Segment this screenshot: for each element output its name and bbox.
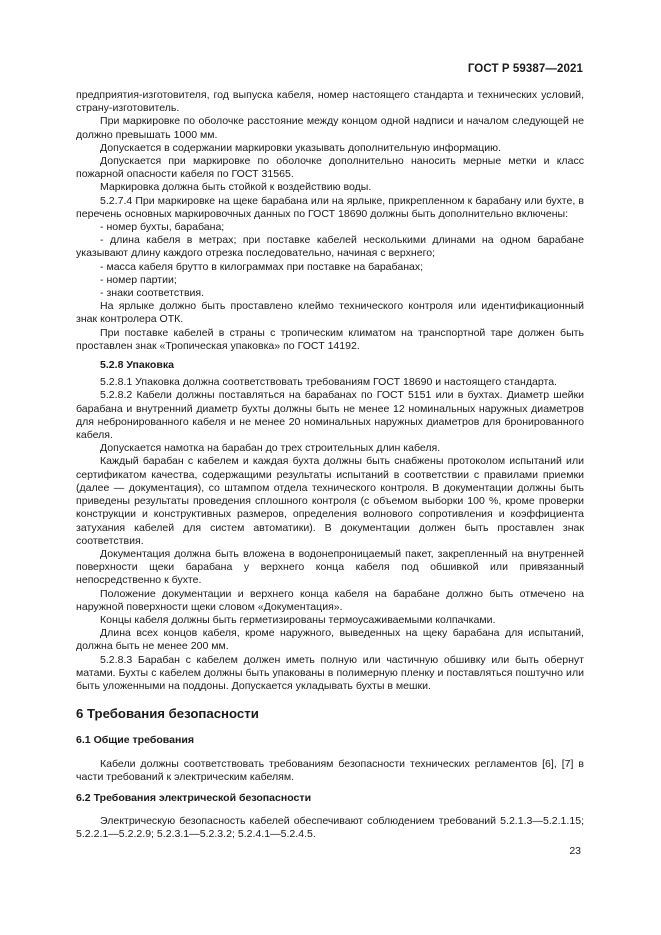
paragraph: При маркировке по оболочке расстояние между концом одной надписи и началом следующей не должно превышать 1000 мм.	[76, 115, 584, 141]
paragraph: Кабели должны соответствовать требованиям безопасности технических регламентов [6], [7] в части требований к электрическим кабелям.	[76, 757, 584, 783]
page-number: 23	[569, 845, 581, 857]
section-heading: 6.1 Общие требования	[76, 734, 194, 747]
paragraph: 5.2.8.2 Кабели должны поставляться на барабанах по ГОСТ 5151 или в бухтах. Диаметр шейки барабана и внутренний диаметр бухты должны быть не менее 12 номинальных наружных диаметров для небронированного кабеля и не менее 20 номинальных наружных диаметров для бронированного кабеля.	[76, 389, 584, 442]
paragraph: предприятия-изготовителя, год выпуска кабеля, номер настоящего стандарта и технических условий, страну-изготовитель.	[76, 89, 584, 115]
paragraph: Длина всех концов кабеля, кроме наружного, выведенных на щеку барабана для испытаний, должна быть не менее 200 мм.	[76, 627, 584, 653]
paragraph: Положение документации и верхнего конца кабеля на барабане должно быть отмечено на наружной поверхности щеки словом «Документация».	[76, 587, 584, 613]
paragraph: Электрическую безопасность кабелей обеспечивают соблюдением требований 5.2.1.3—5.2.1.15; 5.2.2.1—5.2.2.9; 5.2.3.1—5.2.3.2; 5.2.4.1—5.2.4.5.	[76, 815, 584, 841]
list-item: - знаки соответствия.	[100, 287, 205, 300]
paragraph: Концы кабеля должны быть герметизированы термоусаживаемыми колпачками.	[100, 613, 496, 626]
paragraph: Каждый барабан с кабелем и каждая бухта должны быть снабжены протоколом испытаний или сертификатом качества, содержащими результаты испытаний в соответствии с правилами приемки (далее — документация), со штампом отдела технического контроля. В документации должны быть приведены результаты проведения сплошного контроля (с объемом выборки 100 %, кроме проверки конструкции и конструктивных размеров, определения волнового сопротивления и коэффициента затухания кабелей для систем автоматики). В документации должен быть проставлен знак соответствия.	[76, 455, 584, 547]
paragraph: Документация должна быть вложена в водонепроницаемый пакет, закрепленный на внутренней поверхности щеки барабана у верхнего конца кабеля под обшивкой или привязанный непосредственно к бухте.	[76, 547, 584, 587]
document-body	[76, 89, 584, 842]
paragraph: 5.2.8.3 Барабан с кабелем должен иметь полную или частичную обшивку или быть обернут матами. Бухты с кабелем должны быть упакованы в полимерную пленку и поставляться поштучно или быть уложенными на поддоны. Допускается укладывать бухты в мешки.	[76, 653, 584, 692]
section-heading: 6.2 Требования электрической безопасности	[76, 791, 312, 804]
document-id: ГОСТ Р 59387—2021	[467, 63, 583, 75]
list-item: - номер бухты, барабана;	[100, 221, 225, 234]
paragraph: Допускается при маркировке по оболочке дополнительно наносить мерные метки и класс пожарной опасности кабеля по ГОСТ 31565.	[76, 155, 584, 181]
paragraph: Допускается в содержании маркировки указывать дополнительную информацию.	[100, 141, 502, 154]
paragraph: Допускается намотка на барабан до трех строительных длин кабеля.	[100, 442, 441, 455]
paragraph: 5.2.7.4 При маркировке на щеке барабана или на ярлыке, прикрепленном к барабану или бухте, в перечень основных маркировочных данных по ГОСТ 18690 должны быть дополнительно включены:	[76, 194, 584, 220]
chapter-heading: 6 Требования безопасности	[76, 706, 259, 722]
list-item: - номер партии;	[100, 273, 177, 286]
paragraph: При поставке кабелей в страны с тропическим климатом на транспортной таре должен быть проставлен знак «Тропическая упаковка» по ГОСТ 14192.	[76, 326, 584, 352]
section-heading: 5.2.8 Упаковка	[100, 359, 174, 372]
list-item: - масса кабеля брутто в килограммах при поставке на барабанах;	[100, 260, 424, 273]
paragraph: На ярлыке должно быть проставлено клеймо технического контроля или идентификационный знак контролера ОТК.	[76, 300, 584, 326]
paragraph: 5.2.8.1 Упаковка должна соответствовать требованиям ГОСТ 18690 и настоящего стандарта.	[100, 376, 557, 389]
list-item: - длина кабеля в метрах; при поставке кабелей несколькими длинами на одном барабане указывают длину каждого отрезка последовательно, начиная с верхнего;	[76, 234, 584, 260]
paragraph: Маркировка должна быть стойкой к воздействию воды.	[100, 181, 372, 194]
